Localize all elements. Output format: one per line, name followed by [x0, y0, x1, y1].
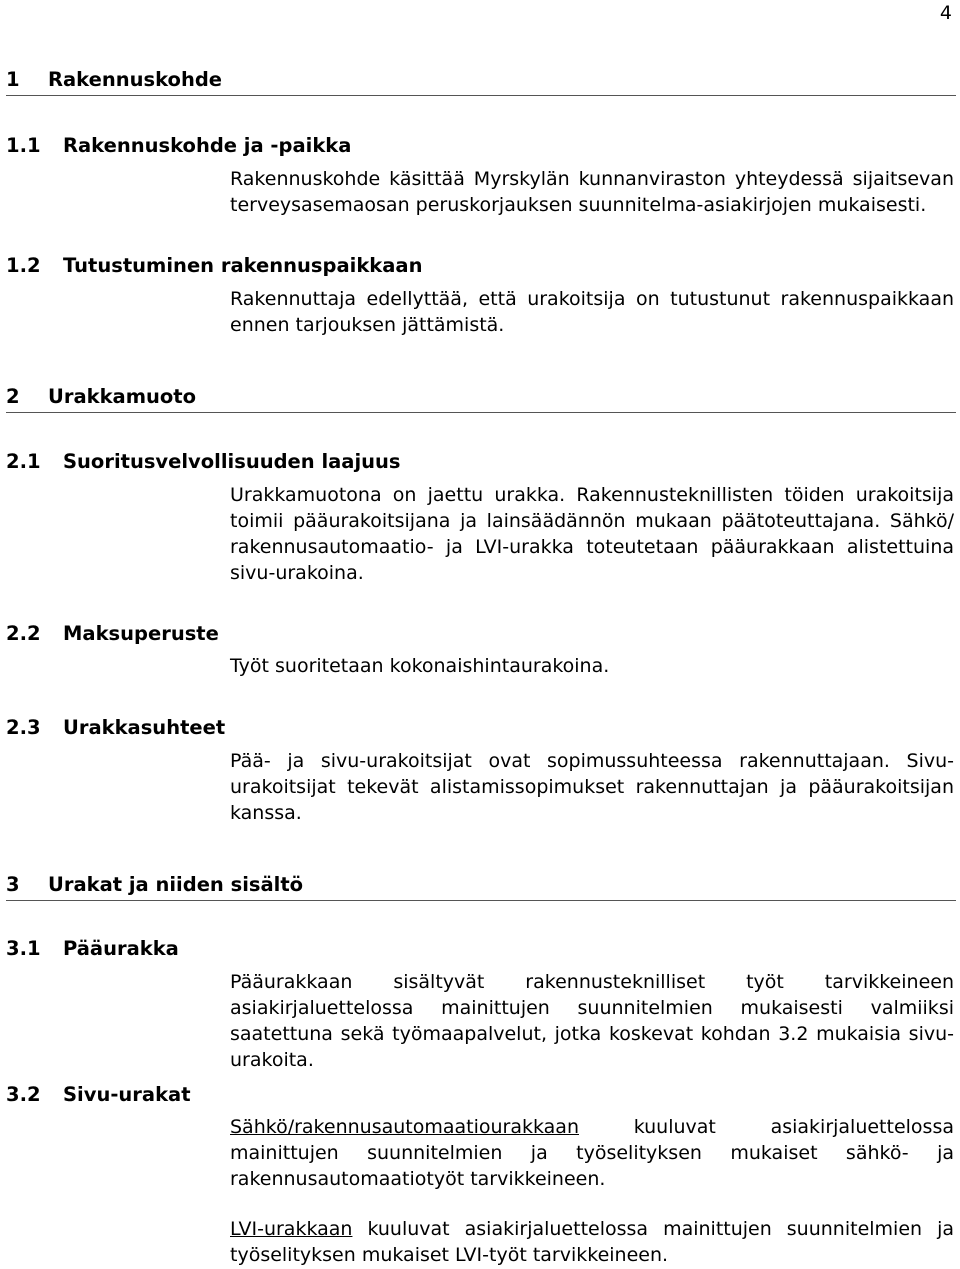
paragraph-text: kuuluvat asiakirjaluettelossa mainittujen suunnitelmien ja työselityksen mukaiset sähkö- ja rakennusautomaatiotyöt tarvikkeineen. [230, 1116, 954, 1190]
section-number: 1 [6, 68, 20, 91]
section-title: Urakat ja niiden sisältö [48, 873, 304, 896]
section-title: Tutustuminen rakennuspaikkaan [63, 254, 423, 277]
section-title: Sivu-urakat [63, 1083, 191, 1106]
heading-section-1-1 [6, 134, 351, 157]
section-number: 3 [6, 873, 20, 896]
heading-section-1-2 [6, 254, 422, 277]
heading-section-3-1 [6, 937, 179, 960]
heading-section-3-2 [6, 1083, 191, 1106]
section-number: 2.2 [6, 622, 41, 645]
section-title: Rakennuskohde ja -paikka [63, 134, 352, 157]
paragraph-electrical-subcontract [230, 1114, 954, 1192]
section-title: Urakkamuoto [48, 385, 197, 408]
section-number: 3.1 [6, 937, 41, 960]
paragraph-text: kuuluvat asiakirjaluettelossa mainittujen suunnitelmien ja työselityksen mukaiset LVI-työt tarvikkeineen. [230, 1218, 954, 1266]
section-title: Pääurakka [63, 937, 179, 960]
section-number: 2.3 [6, 716, 41, 739]
paragraph-section-2-3: Pää- ja sivu-urakoitsijat ovat sopimussuhteessa rakennuttajaan. Sivu-urakoitsijat tekevät alistamissopimukset rakennuttajan ja pääurakoitsijan kanssa. [230, 750, 954, 824]
paragraph-section-1-1: Rakennuskohde käsittää Myrskylän kunnanviraston yhteydessä sijaitsevan terveysasemaosan peruskorjauksen suunnitelma-asiakirjojen mukaisesti. [230, 168, 954, 216]
heading-section-3 [6, 873, 956, 901]
heading-section-2 [6, 385, 956, 413]
paragraph-hvac-subcontract [230, 1216, 954, 1268]
section-number: 1.1 [6, 134, 41, 157]
heading-section-2-1 [6, 450, 401, 473]
paragraph-section-2-2: Työt suoritetaan kokonaishintaurakoina. [230, 655, 610, 677]
section-number: 2 [6, 385, 20, 408]
paragraph-section-3-1: Pääurakkaan sisältyvät rakennusteknilliset työt tarvikkeineen asiakirjaluettelossa mainittujen suunnitelmien mukaisesti valmiiksi saatettuna sekä työmaapalvelut, jotka koskevat kohdan 3.2 mukaisia sivu-urakoita. [230, 971, 954, 1071]
section-title: Maksuperuste [63, 622, 219, 645]
section-title: Urakkasuhteet [63, 716, 226, 739]
section-number: 3.2 [6, 1083, 41, 1106]
section-number: 1.2 [6, 254, 41, 277]
section-title: Suoritusvelvollisuuden laajuus [63, 450, 401, 473]
section-title: Rakennuskohde [48, 68, 223, 91]
paragraph-section-2-1: Urakkamuotona on jaettu urakka. Rakennusteknillisten töiden urakoitsija toimii pääurakoitsijana ja lainsäädännön mukaan päätoteuttajana. Sähkö/ rakennusautomaatio- ja LVI-urakka toteutetaan pääurakkaan alistettuina sivu-urakoina. [230, 484, 954, 584]
term-electrical-automation-contract: Sähkö/rakennusautomaatiourakkaan [230, 1116, 579, 1138]
heading-section-1 [6, 68, 956, 96]
term-hvac-contract: LVI-urakkaan [230, 1218, 353, 1240]
page-number: 4 [939, 2, 952, 24]
heading-section-2-3 [6, 716, 225, 739]
section-number: 2.1 [6, 450, 41, 473]
paragraph-section-1-2: Rakennuttaja edellyttää, että urakoitsija on tutustunut rakennuspaikkaan ennen tarjouksen jättämistä. [230, 288, 954, 336]
heading-section-2-2 [6, 622, 219, 645]
